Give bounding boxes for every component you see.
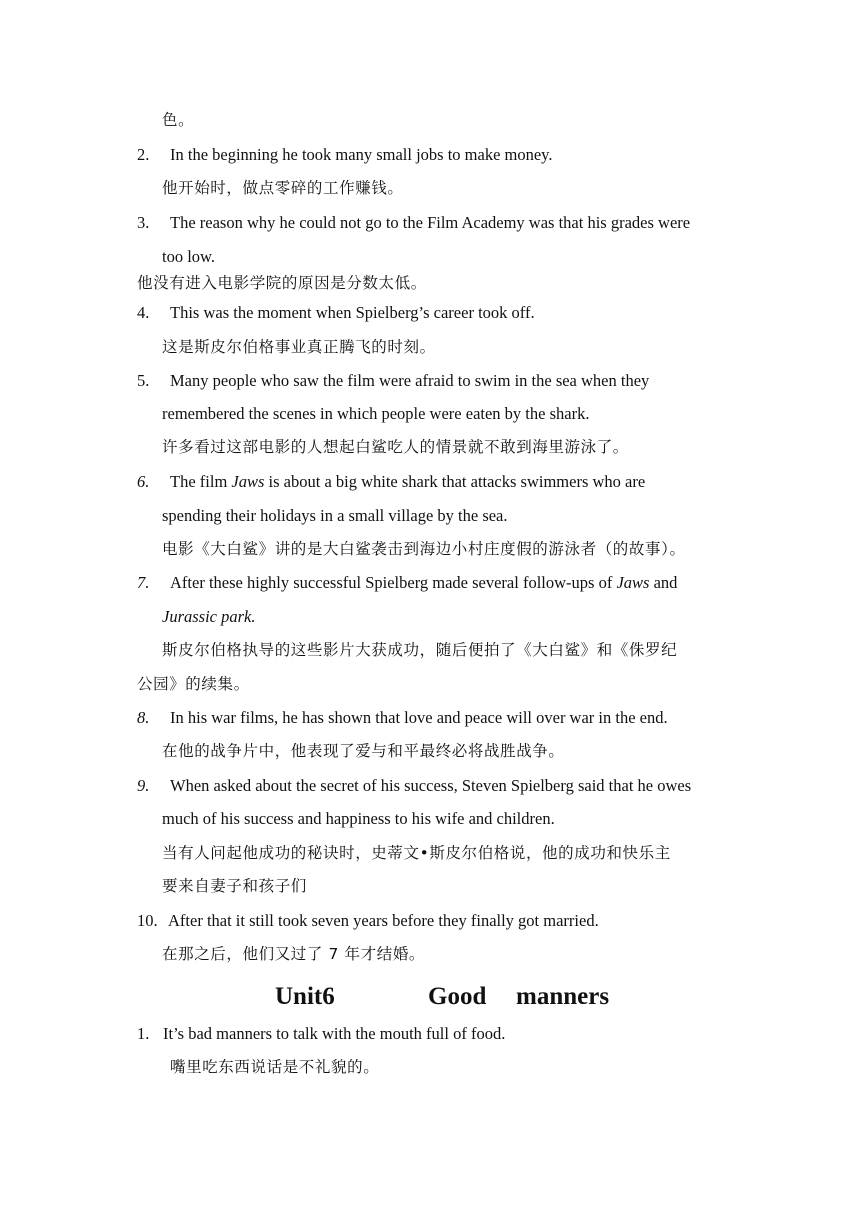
item-8-number: 8. bbox=[137, 708, 150, 727]
item-8-chinese: 在他的战争片中，他表现了爱与和平最终必将战胜战争。 bbox=[162, 742, 565, 760]
item-7-number: 7. bbox=[137, 573, 150, 592]
item-4-number: 4. bbox=[137, 303, 150, 322]
item-3-number: 3. bbox=[137, 213, 150, 232]
item-5-english-line2: remembered the scenes in which people were eaten by the shark. bbox=[162, 404, 590, 423]
item-5-chinese: 许多看过这部电影的人想起白鲨吃人的情景就不敢到海里游泳了。 bbox=[162, 438, 629, 456]
item-6-english-line2: spending their holidays in a small village by the sea. bbox=[162, 506, 508, 525]
item-2-number: 2. bbox=[137, 145, 150, 164]
item-4-english: This was the moment when Spielberg’s career took off. bbox=[170, 303, 535, 322]
item-9-english-line1: When asked about the secret of his success, Steven Spielberg said that he owes bbox=[170, 776, 692, 795]
item-9-number: 9. bbox=[137, 776, 150, 795]
item-7-chinese-line2: 公园》的续集。 bbox=[137, 675, 250, 693]
film-title-jaws: Jaws bbox=[231, 472, 265, 491]
item-10-number: 10. bbox=[137, 911, 158, 930]
item-3-english-line2: too low. bbox=[162, 247, 216, 266]
item-1-zh-tail: 色。 bbox=[162, 111, 195, 129]
item-10-chinese: 在那之后，他们又过了 7 年才结婚。 bbox=[162, 945, 426, 963]
item-2-english: In the beginning he took many small jobs to make money. bbox=[170, 145, 553, 164]
unit-heading-title-word2: manners bbox=[516, 983, 610, 1010]
item-9-chinese-line1: 当有人问起他成功的秘诀时，史蒂文•斯皮尔伯格说，他的成功和快乐主 bbox=[162, 844, 671, 862]
item-7-english-line2: Jurassic park. bbox=[162, 607, 256, 626]
item-8-english: In his war films, he has shown that love and peace will over war in the end. bbox=[170, 708, 668, 727]
unit-item-1-number: 1. bbox=[137, 1024, 150, 1043]
unit-item-1-english: It’s bad manners to talk with the mouth full of food. bbox=[163, 1024, 506, 1043]
item-7-chinese-line1: 斯皮尔伯格执导的这些影片大获成功，随后便拍了《大白鲨》和《侏罗纪 bbox=[162, 641, 678, 659]
item-2-chinese: 他开始时，做点零碎的工作赚钱。 bbox=[162, 179, 404, 197]
item-5-english-line1: Many people who saw the film were afraid to swim in the sea when they bbox=[170, 371, 650, 390]
unit-heading-label: Unit6 bbox=[275, 983, 335, 1010]
item-10-english: After that it still took seven years before they finally got married. bbox=[168, 911, 599, 930]
item-6-chinese: 电影《大白鲨》讲的是大白鲨袭击到海边小村庄度假的游泳者（的故事）。 bbox=[162, 540, 686, 558]
unit-item-1-chinese: 嘴里吃东西说话是不礼貌的。 bbox=[170, 1058, 380, 1076]
item-3-english-line1: The reason why he could not go to the Film Academy was that his grades were bbox=[170, 213, 691, 232]
item-6-english-line1: The film Jaws is about a big white shark that attacks swimmers who are bbox=[170, 472, 646, 491]
item-5-number: 5. bbox=[137, 371, 150, 390]
film-title-jaws: Jaws bbox=[616, 573, 650, 592]
item-9-english-line2: much of his success and happiness to his wife and children. bbox=[162, 809, 555, 828]
item-7-english-line1: After these highly successful Spielberg made several follow-ups of Jaws and bbox=[170, 573, 678, 592]
unit-heading-title-word1: Good bbox=[428, 983, 487, 1010]
item-3-chinese: 他没有进入电影学院的原因是分数太低。 bbox=[137, 274, 427, 292]
item-9-chinese-line2: 要来自妻子和孩子们 bbox=[162, 877, 307, 895]
item-6-number: 6. bbox=[137, 472, 150, 491]
item-4-chinese: 这是斯皮尔伯格事业真正腾飞的时刻。 bbox=[162, 338, 436, 356]
